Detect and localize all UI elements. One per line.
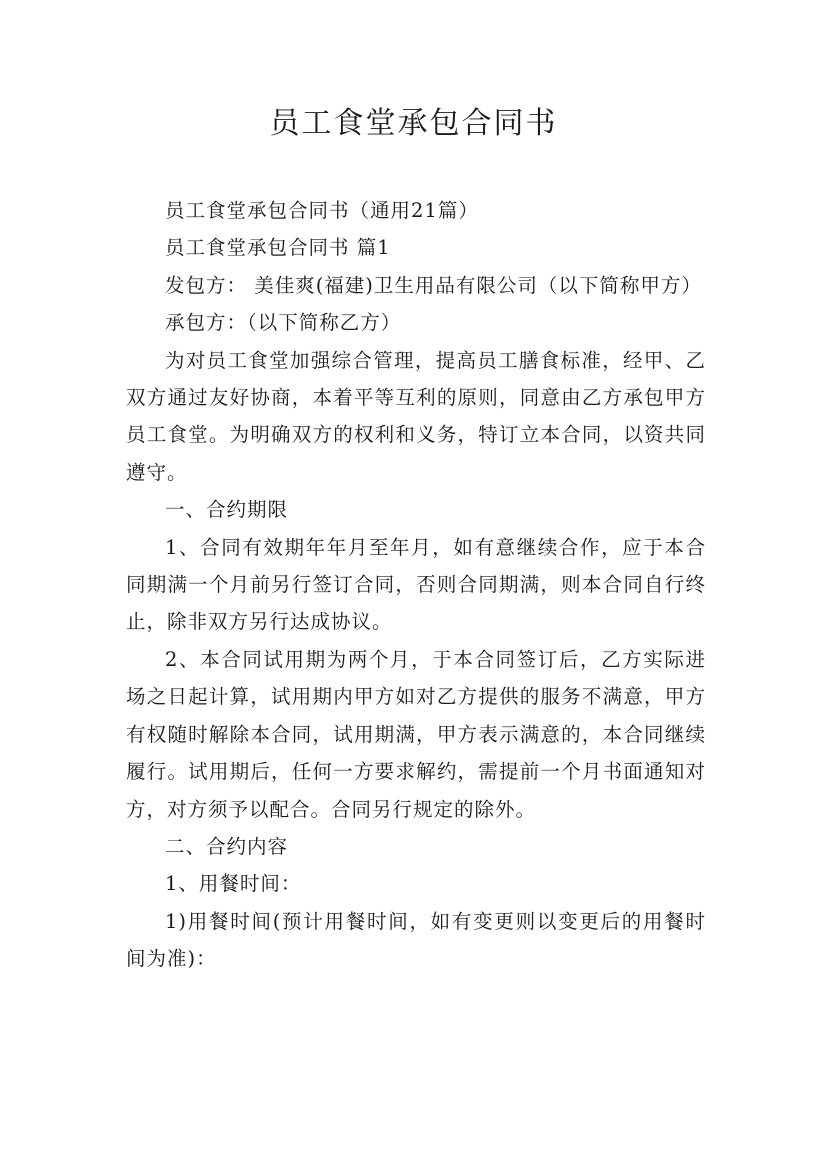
paragraph-preamble: 为对员工食堂加强综合管理，提高员工膳食标准，经甲、乙双方通过友好协商，本着平等互利的原则，同意由乙方承包甲方员工食堂。为明确双方的权利和义务，特订立本合同，以资共同遵守。 (126, 348, 706, 484)
document-body (126, 192, 706, 978)
paragraph-clause-1: 1、合同有效期年年月至年月，如有意继续合作，应于本合同期满一个月前另行签订合同，否则合同期满，则本合同自行终止，除非双方另行达成协议。 (126, 535, 706, 634)
paragraph-party-a: 发包方： 美佳爽(福建)卫生用品有限公司（以下简称甲方） (165, 273, 702, 297)
section-heading-content: 二、合约内容 (165, 834, 289, 858)
paragraph-heading: 员工食堂承包合同书（通用21篇） (165, 199, 479, 222)
document-title: 员工食堂承包合同书 (269, 106, 558, 141)
paragraph-meal-time-heading: 1、用餐时间： (165, 872, 302, 896)
paragraph-meal-time-detail: 1)用餐时间(预计用餐时间，如有变更则以变更后的用餐时间为准)： (126, 909, 706, 971)
section-heading-term: 一、合约期限 (165, 498, 289, 522)
paragraph-party-b: 承包方：（以下简称乙方） (165, 311, 402, 335)
paragraph-subheading: 员工食堂承包合同书 篇1 (165, 236, 391, 260)
paragraph-clause-2: 2、本合同试用期为两个月，于本合同签订后，乙方实际进场之日起计算，试用期内甲方如对乙方提供的服务不满意，甲方有权随时解除本合同，试用期满，甲方表示满意的，本合同继续履行。试用期后，任何一方要求解约，需提前一个月书面通知对方，对方须予以配合。合同另行规定的除外。 (126, 647, 706, 821)
